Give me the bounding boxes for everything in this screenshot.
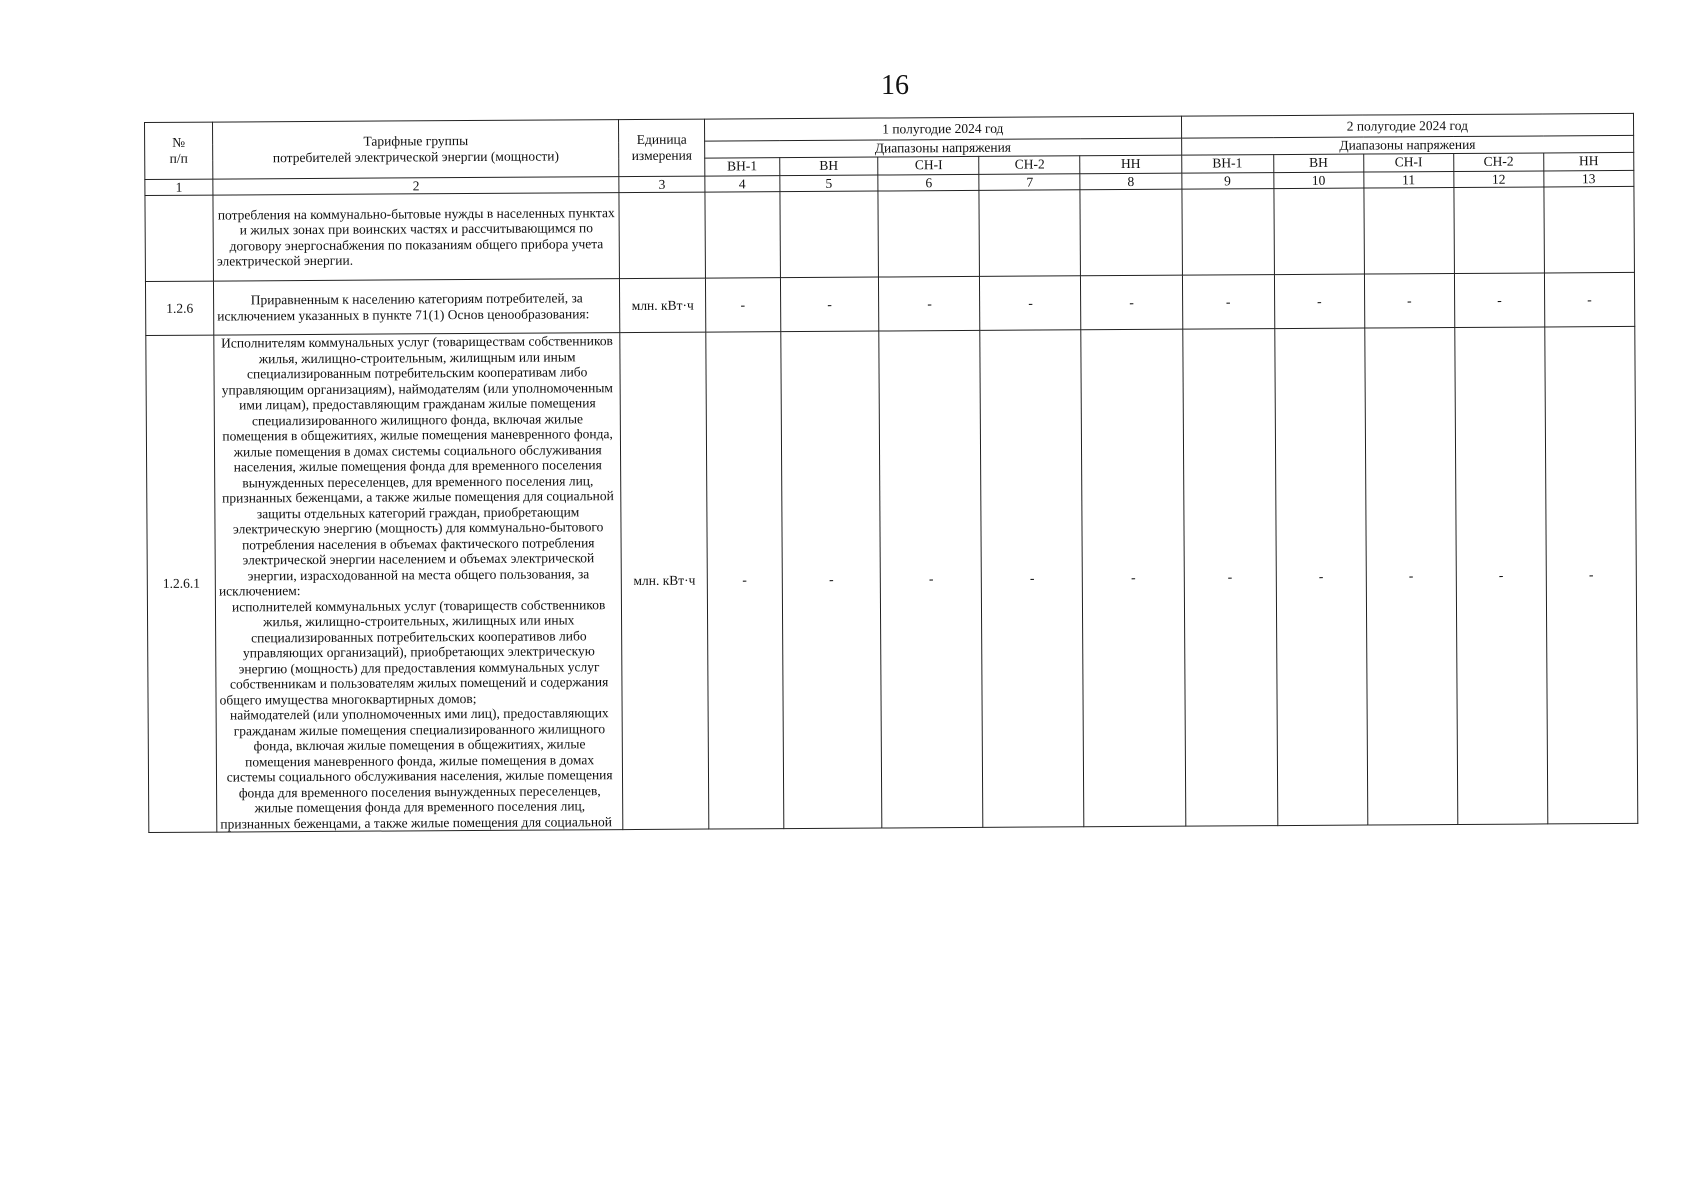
column-number: 5 xyxy=(779,175,878,192)
header-voltage-sn2: СН-2 xyxy=(1454,152,1544,171)
header-voltage-sn1: СН-I xyxy=(1363,153,1453,172)
row-code: 1.2.6.1 xyxy=(146,335,217,832)
row-value xyxy=(878,190,980,277)
row-value: - xyxy=(1544,272,1635,327)
header-col-unit: Единица измерения xyxy=(619,119,705,176)
row-value: - xyxy=(1081,275,1182,330)
row-value xyxy=(979,190,1081,277)
column-number: 9 xyxy=(1181,172,1273,189)
row-value xyxy=(1274,188,1365,275)
header-period-1: 1 полугодие 2024 год xyxy=(704,116,1181,141)
row-value xyxy=(1181,189,1274,276)
row-value xyxy=(1454,187,1545,274)
header-voltage-sn1: СН-I xyxy=(878,156,979,175)
row-value: - xyxy=(1182,275,1275,330)
header-voltage-nn: НН xyxy=(1080,155,1181,174)
header-voltage-sn2: СН-2 xyxy=(979,155,1080,174)
column-number: 2 xyxy=(213,176,619,195)
row-value xyxy=(1080,189,1182,276)
row-value: - xyxy=(1364,273,1454,328)
row-value: - xyxy=(879,276,980,331)
header-voltage-vn1: ВН-1 xyxy=(1181,154,1273,173)
row-unit: млн. кВт·ч xyxy=(620,278,706,333)
column-number: 6 xyxy=(878,174,979,191)
row-unit: млн. кВт·ч xyxy=(620,332,709,830)
header-voltage-nn: НН xyxy=(1544,152,1634,171)
row-value: - xyxy=(980,330,1084,828)
row-value xyxy=(705,192,780,278)
tariff-table xyxy=(144,113,1638,833)
table-row xyxy=(145,272,1634,335)
row-value: - xyxy=(706,332,784,829)
row-value: - xyxy=(1455,327,1548,825)
row-value: - xyxy=(780,331,882,829)
row-value: - xyxy=(1182,329,1277,827)
row-description: Приравненным к населению категориям потребителей, за исключением указанных в пункте 71(1) Основ ценообразования: xyxy=(214,279,621,335)
row-value: - xyxy=(879,330,983,828)
row-value xyxy=(1364,188,1455,275)
table-row xyxy=(145,186,1634,281)
row-value: - xyxy=(1274,274,1364,329)
header-voltage-vn: ВН xyxy=(1273,154,1363,173)
row-code: 1.2.6 xyxy=(145,281,213,335)
row-description: потребления на коммунально-бытовые нужды в населенных пунктах и жилых зонах при воинских частях и рассчитывающимся по договору энергоснабжения по показаниям общего прибора учета электрической энергии. xyxy=(213,193,620,281)
row-value xyxy=(780,191,879,278)
row-value: - xyxy=(980,276,1081,331)
column-number: 4 xyxy=(705,175,780,192)
column-number: 12 xyxy=(1454,170,1544,187)
column-number: 11 xyxy=(1364,171,1454,188)
row-value: - xyxy=(780,277,879,332)
row-value: - xyxy=(1365,327,1458,825)
row-value: - xyxy=(1275,328,1368,826)
header-voltage-vn: ВН xyxy=(779,157,878,176)
header-voltage-ranges-2: Диапазоны напряжения xyxy=(1181,135,1634,154)
column-number: 10 xyxy=(1274,172,1364,189)
header-col-groups: Тарифные группы потребителей электрической энергии (мощности) xyxy=(213,120,620,179)
column-number: 13 xyxy=(1544,170,1634,187)
row-value xyxy=(1544,186,1635,273)
header-period-2: 2 полугодие 2024 год xyxy=(1181,113,1634,138)
row-description: Исполнителям коммунальных услуг (товариществам собственников жилья, жилищно-строительным, жилищным или иным специализированным потребительским кооперативам либо управляющим организациям), наймодателям (или уполномоченным ими лицам), предоставляющим гражданам жилые помещения специализированного жилищного фонда, включая жилые помещения в общежитиях, жилые помещения маневренного фонда, жилые помещения в домах системы социального обслуживания населения, жилые помещения фонда для временного поселения вынужденных переселенцев, для временного поселения лиц, признанных беженцами, а также жилые помещения для социальной защиты отдельных категорий граждан, приобретающим электрическую энергию (мощность) для коммунально-бытового потребления населения в объемах фактического потребления электрической энергии населением и объемах электрической энергии, израсходованной на места общего пользования, за исключением: исполнителей коммунальных услуг (товариществ собственников жилья, жилищно-строительных, жилищных или иных специализированных потребительских кооперативов либо управляющих организаций), приобретающих электрическую энергию (мощность) для предоставления коммунальных услуг собственникам и пользователям жилых помещений и содержания общего имущества многоквартирных домов; наймодателей (или уполномоченных ими лиц), предоставляющих гражданам жилые помещения специализированного жилищного фонда, включая жилые помещения в общежитиях, жилые помещения маневренного фонда, жилые помещения в домах системы социального обслуживания населения, жилые помещения фонда для временного поселения вынужденных переселенцев, жилые помещения фонда для временного поселения лиц, признанных беженцами, а также жилые помещения для социальной xyxy=(214,333,623,832)
header-col-no: № п/п xyxy=(145,122,213,179)
row-unit xyxy=(619,192,705,279)
page-number: 16 xyxy=(881,70,909,101)
column-number: 8 xyxy=(1080,173,1181,190)
header-voltage-ranges-1: Диапазоны напряжения xyxy=(705,138,1182,157)
column-number: 3 xyxy=(619,176,705,193)
row-value: - xyxy=(1545,326,1638,824)
row-value: - xyxy=(1454,273,1544,328)
row-code xyxy=(145,195,214,281)
column-number: 1 xyxy=(145,179,213,196)
row-value: - xyxy=(1081,329,1185,827)
table-row xyxy=(146,326,1638,832)
column-number: 7 xyxy=(979,173,1080,190)
row-value: - xyxy=(705,278,780,332)
header-voltage-vn1: ВН-1 xyxy=(705,157,780,175)
